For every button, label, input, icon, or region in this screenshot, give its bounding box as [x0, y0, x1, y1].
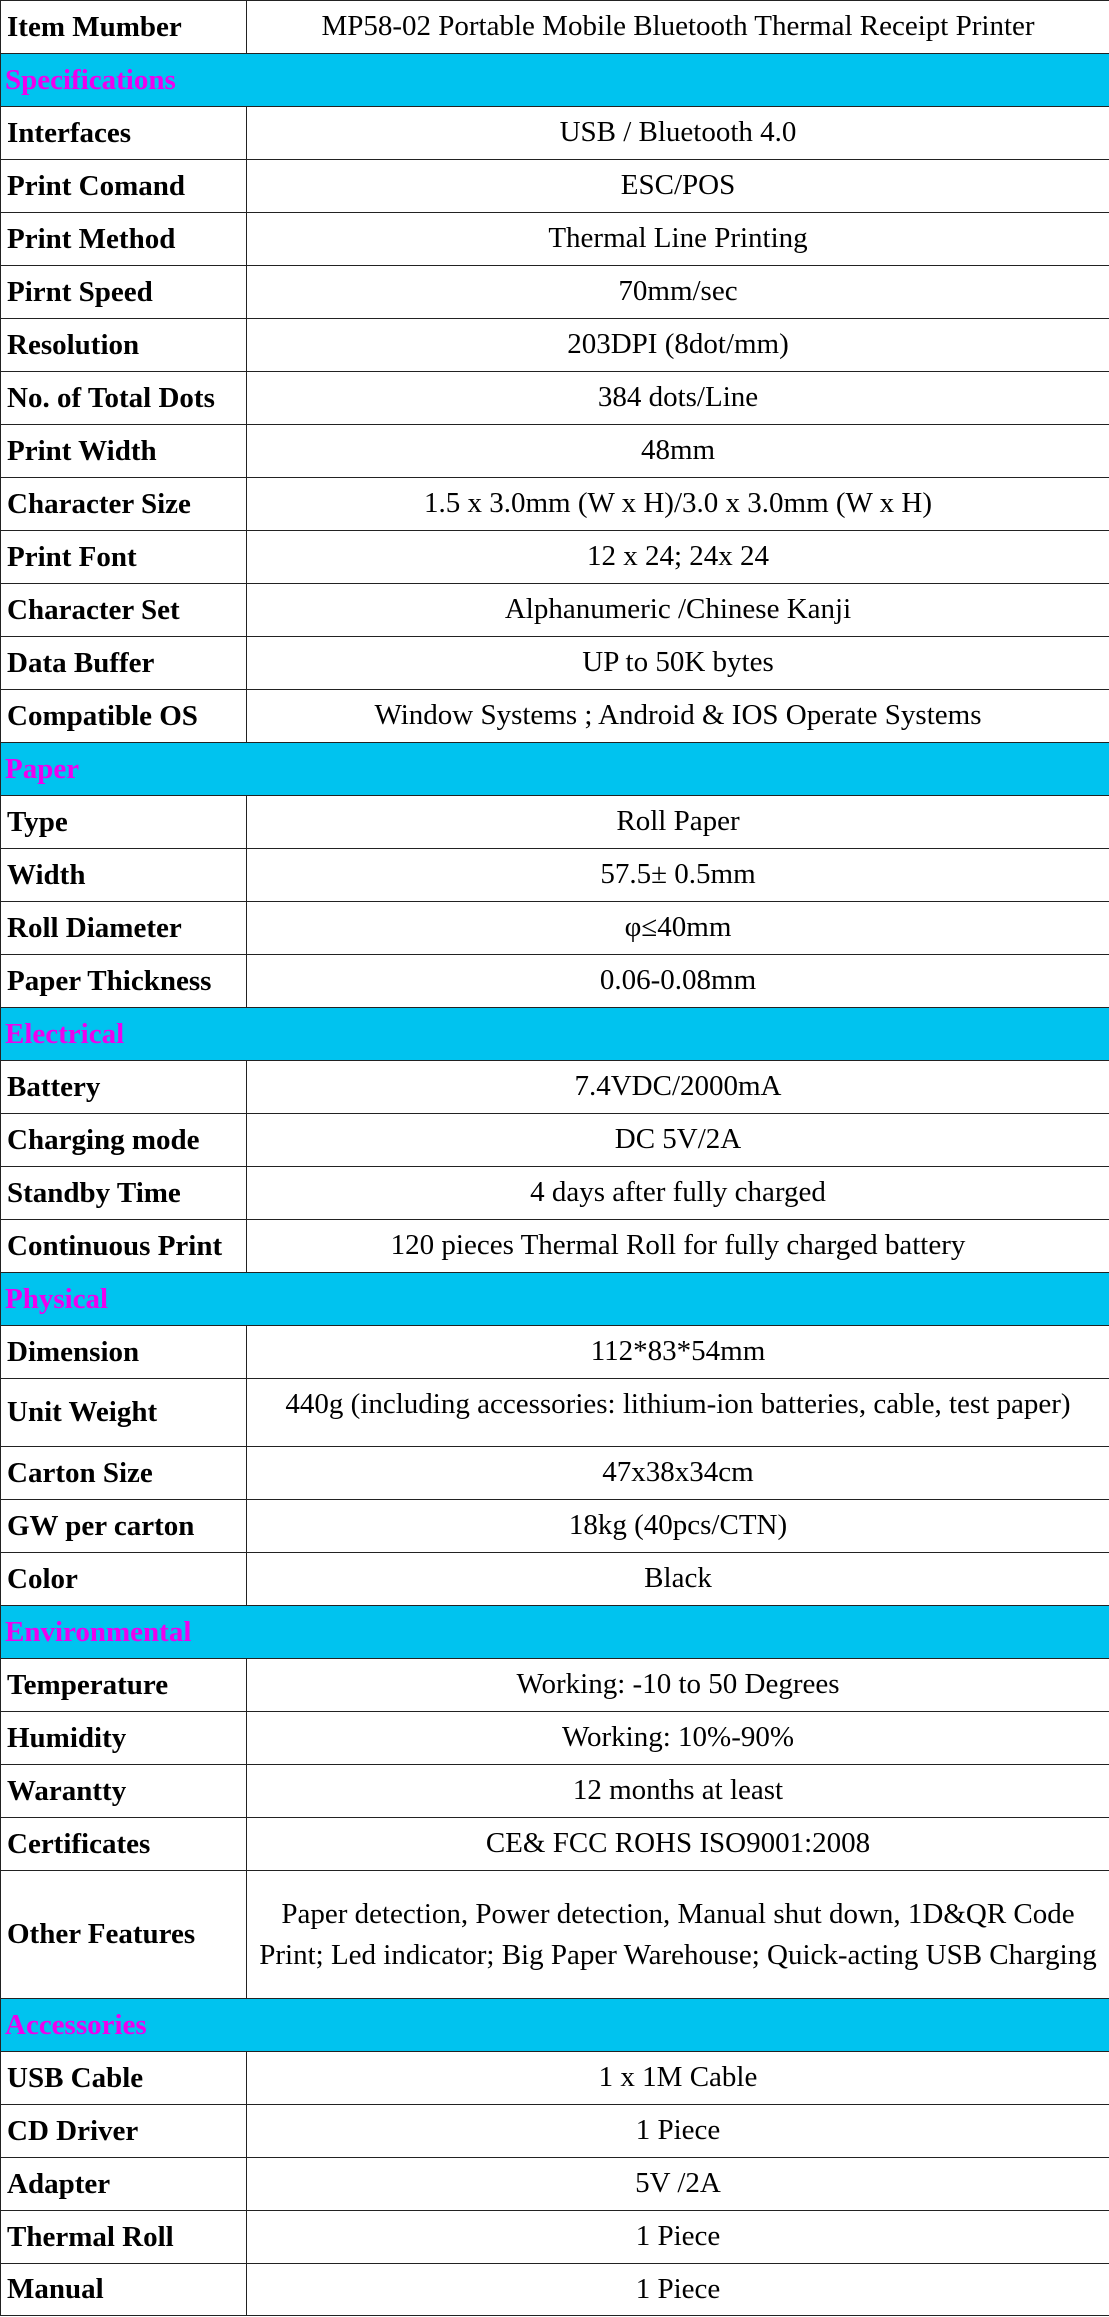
- row-label: Warantty: [1, 1765, 247, 1818]
- table-row: [1, 1220, 1109, 1273]
- table-row: [1, 319, 1109, 372]
- row-label: Temperature: [1, 1659, 247, 1712]
- table-row: [1, 955, 1109, 1008]
- table-row: [1, 796, 1109, 849]
- row-value: 12 x 24; 24x 24: [247, 531, 1109, 584]
- row-label: Data Buffer: [1, 637, 247, 690]
- table-row: [1, 849, 1109, 902]
- row-label: Thermal Roll: [1, 2211, 247, 2264]
- table-row: [1, 584, 1109, 637]
- table-row: [1, 2211, 1109, 2264]
- row-label: USB Cable: [1, 2052, 247, 2105]
- table-row: [1, 160, 1109, 213]
- table-row: [1, 1167, 1109, 1220]
- row-value: Working: 10%-90%: [247, 1712, 1109, 1765]
- row-value: 47x38x34cm: [247, 1447, 1109, 1500]
- table-row: [1, 213, 1109, 266]
- row-label: Carton Size: [1, 1447, 247, 1500]
- table-row: [1, 2105, 1109, 2158]
- row-label: Print Width: [1, 425, 247, 478]
- row-value: 57.5± 0.5mm: [247, 849, 1109, 902]
- section-title: Accessories: [1, 1999, 1109, 2052]
- row-label: Pirnt Speed: [1, 266, 247, 319]
- row-label: Print Comand: [1, 160, 247, 213]
- table-row: [1, 1114, 1109, 1167]
- section-header-accessories: [1, 1999, 1109, 2052]
- row-value: Alphanumeric /Chinese Kanji: [247, 584, 1109, 637]
- row-label: Resolution: [1, 319, 247, 372]
- row-label: Item Mumber: [1, 1, 247, 54]
- row-value: 0.06-0.08mm: [247, 955, 1109, 1008]
- row-value: 7.4VDC/2000mA: [247, 1061, 1109, 1114]
- row-label: Continuous Print: [1, 1220, 247, 1273]
- table-row: [1, 2264, 1109, 2316]
- table-row: [1, 1553, 1109, 1606]
- table-row: [1, 1500, 1109, 1553]
- row-value: Roll Paper: [247, 796, 1109, 849]
- row-label: Other Features: [1, 1871, 247, 1999]
- row-value: 1 Piece: [247, 2264, 1109, 2316]
- row-label: Color: [1, 1553, 247, 1606]
- row-value: [247, 1871, 1109, 1999]
- row-value-text: 440g (including accessories: lithium-ion batteries, cable, test paper): [285, 1387, 1071, 1420]
- row-value: 1 Piece: [247, 2105, 1109, 2158]
- table-row: [1, 478, 1109, 531]
- row-value: 48mm: [247, 425, 1109, 478]
- section-title: Paper: [1, 743, 1109, 796]
- row-label: Type: [1, 796, 247, 849]
- section-title: Physical: [1, 1273, 1109, 1326]
- row-value: 1 x 1M Cable: [247, 2052, 1109, 2105]
- row-label: Charging mode: [1, 1114, 247, 1167]
- section-header-electrical: [1, 1008, 1109, 1061]
- row-value: 4 days after fully charged: [247, 1167, 1109, 1220]
- row-value: 70mm/sec: [247, 266, 1109, 319]
- row-label: Certificates: [1, 1818, 247, 1871]
- section-header-paper: [1, 743, 1109, 796]
- row-label: Manual: [1, 2264, 247, 2316]
- table-row: [1, 902, 1109, 955]
- row-value: Black: [247, 1553, 1109, 1606]
- table-row: [1, 1712, 1109, 1765]
- row-value: Thermal Line Printing: [247, 213, 1109, 266]
- row-label: Compatible OS: [1, 690, 247, 743]
- row-label: Width: [1, 849, 247, 902]
- row-value: 384 dots/Line: [247, 372, 1109, 425]
- section-title: Specifications: [1, 54, 1109, 107]
- table-row: [1, 1871, 1109, 1999]
- row-value: [247, 1379, 1109, 1447]
- table-row: [1, 2052, 1109, 2105]
- row-value: 1.5 x 3.0mm (W x H)/3.0 x 3.0mm (W x H): [247, 478, 1109, 531]
- section-title: Environmental: [1, 1606, 1109, 1659]
- table-row: [1, 531, 1109, 584]
- table-row: [1, 107, 1109, 160]
- row-label: Adapter: [1, 2158, 247, 2211]
- row-value: DC 5V/2A: [247, 1114, 1109, 1167]
- table-row: [1, 1379, 1109, 1447]
- table-row: [1, 1447, 1109, 1500]
- table-row: [1, 266, 1109, 319]
- row-label: Roll Diameter: [1, 902, 247, 955]
- row-label: Humidity: [1, 1712, 247, 1765]
- table-row: [1, 2158, 1109, 2211]
- row-value: 1 Piece: [247, 2211, 1109, 2264]
- row-value: Window Systems ; Android & IOS Operate Systems: [247, 690, 1109, 743]
- table-row: [1, 637, 1109, 690]
- row-label: Standby Time: [1, 1167, 247, 1220]
- row-value: 203DPI (8dot/mm): [247, 319, 1109, 372]
- row-value: 12 months at least: [247, 1765, 1109, 1818]
- table-row: [1, 1326, 1109, 1379]
- row-label: Dimension: [1, 1326, 247, 1379]
- table-row: [1, 1765, 1109, 1818]
- row-label: GW per carton: [1, 1500, 247, 1553]
- row-label: Print Method: [1, 213, 247, 266]
- table-row: [1, 1818, 1109, 1871]
- row-label: Unit Weight: [1, 1379, 247, 1447]
- row-value: MP58-02 Portable Mobile Bluetooth Thermal Receipt Printer: [247, 1, 1109, 54]
- row-value: 112*83*54mm: [247, 1326, 1109, 1379]
- table-row: [1, 1061, 1109, 1114]
- table-row: [1, 1, 1109, 54]
- table-row: [1, 1659, 1109, 1712]
- row-label: Interfaces: [1, 107, 247, 160]
- row-label: CD Driver: [1, 2105, 247, 2158]
- row-value: 18kg (40pcs/CTN): [247, 1500, 1109, 1553]
- section-header-environmental: [1, 1606, 1109, 1659]
- row-label: Paper Thickness: [1, 955, 247, 1008]
- row-value: ESC/POS: [247, 160, 1109, 213]
- row-value: UP to 50K bytes: [247, 637, 1109, 690]
- row-label: Character Set: [1, 584, 247, 637]
- row-value: φ≤40mm: [247, 902, 1109, 955]
- row-label: Print Font: [1, 531, 247, 584]
- row-label: No. of Total Dots: [1, 372, 247, 425]
- section-header-physical: [1, 1273, 1109, 1326]
- section-title: Electrical: [1, 1008, 1109, 1061]
- row-value: CE& FCC ROHS ISO9001:2008: [247, 1818, 1109, 1871]
- row-value: 120 pieces Thermal Roll for fully charged battery: [247, 1220, 1109, 1273]
- row-value-text: Paper detection, Power detection, Manual shut down, 1D&QR Code Print; Led indicator; Big Paper Warehouse; Quick-acting USB Charging: [259, 1897, 1097, 1971]
- row-value: 5V /2A: [247, 2158, 1109, 2211]
- section-header-specifications: [1, 54, 1109, 107]
- table-row: [1, 690, 1109, 743]
- table-row: [1, 372, 1109, 425]
- row-label: Battery: [1, 1061, 247, 1114]
- row-value: Working: -10 to 50 Degrees: [247, 1659, 1109, 1712]
- table-row: [1, 425, 1109, 478]
- row-label: Character Size: [1, 478, 247, 531]
- row-value: USB / Bluetooth 4.0: [247, 107, 1109, 160]
